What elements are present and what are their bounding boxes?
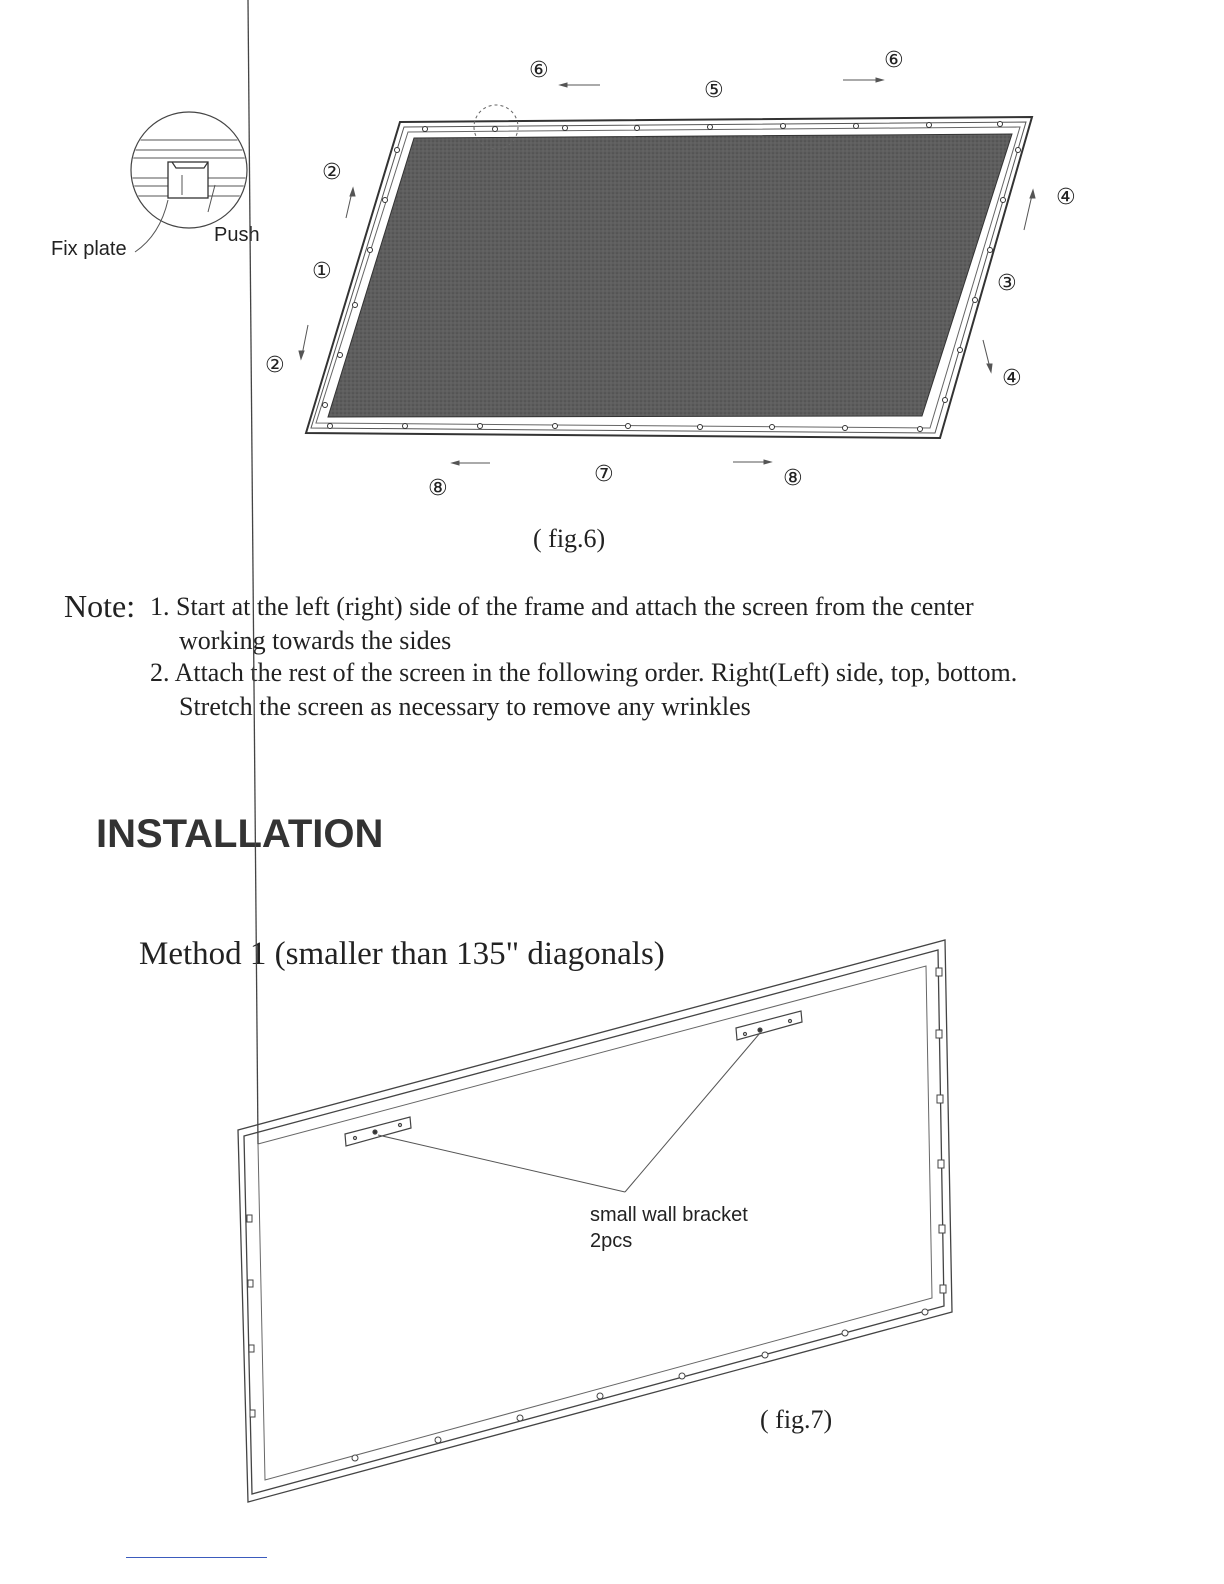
- marker-3: ③: [997, 271, 1017, 296]
- installation-heading: INSTALLATION: [96, 812, 384, 856]
- marker-2-top: ②: [322, 160, 342, 185]
- bracket-label-line-2: 2pcs: [590, 1230, 633, 1252]
- marker-4-top: ④: [1056, 185, 1076, 210]
- marker-8-right: ⑧: [783, 466, 803, 491]
- marker-1: ①: [312, 259, 332, 284]
- marker-6-left: ⑥: [529, 58, 549, 83]
- marker-5: ⑤: [704, 78, 724, 103]
- marker-6-right: ⑥: [884, 48, 904, 73]
- marker-7: ⑦: [594, 462, 614, 487]
- method-1-title: Method 1 (smaller than 135" diagonals): [139, 936, 665, 972]
- bracket-label-line-1: small wall bracket: [590, 1204, 748, 1226]
- wall-bracket-right: [736, 1011, 802, 1040]
- footer-rule: [126, 1557, 267, 1558]
- note-line-2a: 2. Attach the rest of the screen in the following order. Right(Left) side, top, bottom.: [150, 658, 1018, 687]
- note-prefix: Note:: [64, 588, 136, 624]
- push-label: Push: [214, 224, 260, 246]
- fig7-caption: ( fig.7): [760, 1405, 833, 1434]
- marker-8-left: ⑧: [428, 476, 448, 501]
- bracket-leader-lines: [378, 1033, 760, 1192]
- note-line-2b: Stretch the screen as necessary to remove any wrinkles: [179, 692, 751, 721]
- fix-plate-label: Fix plate: [51, 238, 127, 260]
- note-line-1a: 1. Start at the left (right) side of the frame and attach the screen from the center: [150, 592, 974, 621]
- fig6-caption: ( fig.6): [533, 524, 606, 553]
- marker-2-bottom: ②: [265, 353, 285, 378]
- wall-bracket-left: [345, 1117, 411, 1146]
- note-line-1b: working towards the sides: [179, 626, 452, 655]
- marker-4-bottom: ④: [1002, 366, 1022, 391]
